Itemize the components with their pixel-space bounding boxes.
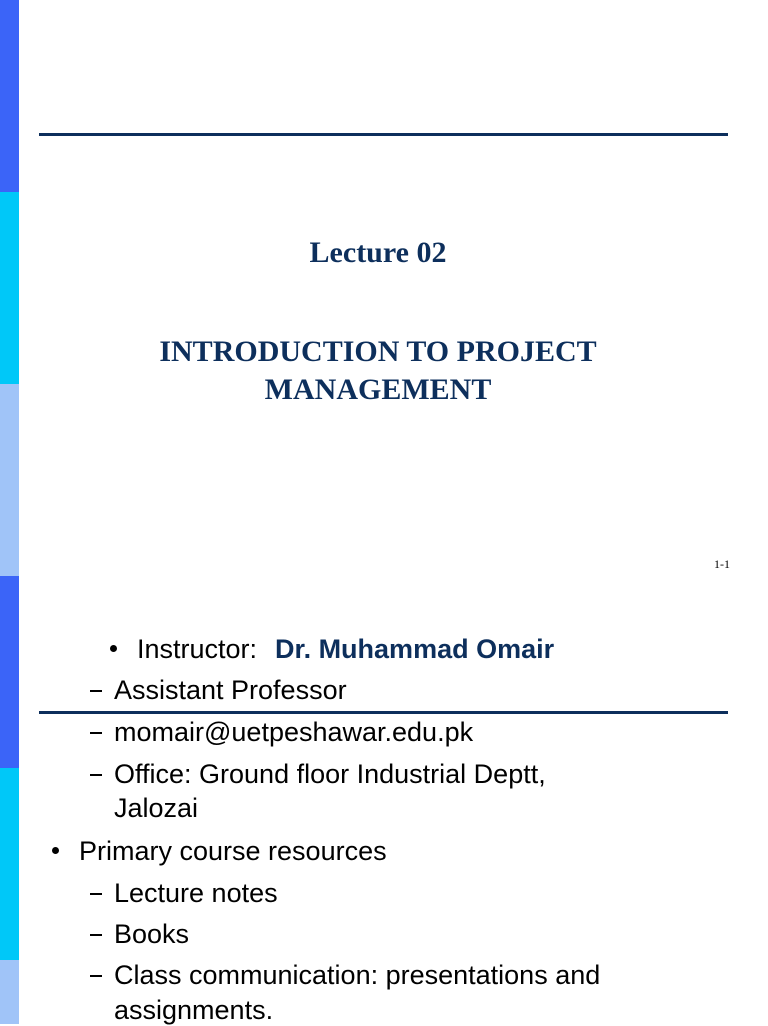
resource-item: [90, 959, 600, 991]
sidebar-stripe: [0, 960, 19, 1024]
dash-icon: [90, 893, 102, 895]
detail-text: Assistant Professor: [114, 675, 347, 705]
resource-continuation: assignments.: [114, 995, 274, 1025]
bullet-icon: [52, 847, 59, 854]
dash-icon: [90, 732, 102, 734]
slide-title-line: MANAGEMENT: [264, 373, 492, 406]
resources-heading: [52, 835, 387, 867]
dash-icon: [90, 975, 102, 977]
divider-rule: [39, 711, 728, 714]
resource-item: [90, 918, 189, 950]
sidebar-stripe: [0, 192, 19, 384]
resource-text: Lecture notes: [114, 878, 278, 908]
sidebar-stripe: [0, 576, 19, 768]
dash-icon: [90, 690, 102, 692]
instructor-name: Dr. Muhammad Omair: [275, 634, 555, 664]
resource-text: Class communication: presentations and: [114, 960, 601, 990]
detail-item: [90, 716, 473, 748]
detail-item: [90, 674, 347, 706]
slide-number: 1-1: [714, 557, 730, 571]
slide-title: [19, 333, 737, 409]
resource-text: Books: [114, 919, 190, 949]
instructor-bullet: [110, 633, 554, 665]
instructor-label: Instructor:: [137, 634, 258, 664]
lecture-title: Lecture 02: [309, 236, 447, 269]
resources-heading-text: Primary course resources: [79, 836, 387, 866]
slide-title-line: INTRODUCTION TO PROJECT: [159, 335, 597, 368]
bullet-icon: [110, 645, 117, 652]
resource-item: [90, 877, 278, 909]
dash-icon: [90, 934, 102, 936]
sidebar-stripe: [0, 768, 19, 960]
divider-rule: [39, 133, 728, 136]
detail-continuation: Jalozai: [114, 793, 199, 823]
detail-item: [90, 758, 546, 790]
sidebar-stripe: [0, 384, 19, 576]
dash-icon: [90, 774, 102, 776]
detail-text: Office: Ground floor Industrial Deptt,: [114, 759, 546, 789]
sidebar-stripe: [0, 0, 19, 192]
email-text: momair@uetpeshawar.edu.pk: [114, 717, 474, 747]
